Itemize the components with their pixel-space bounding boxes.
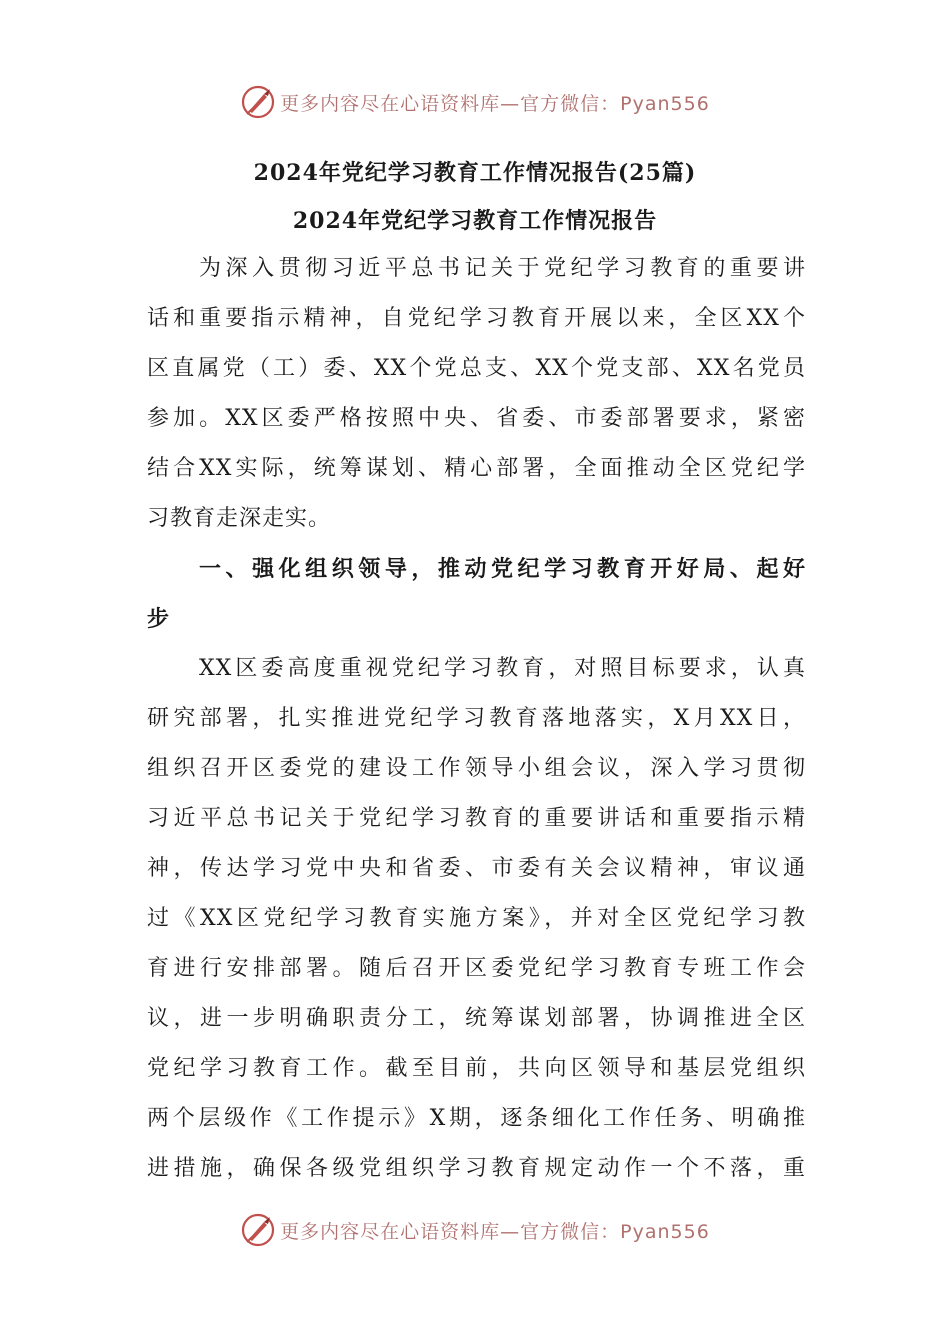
body-line: 习教育走深走实。 [147,506,332,531]
body-line: 组织召开区委党的建设工作领导小组会议，深入学习贯彻 [147,756,806,781]
body-line: 话和重要指示精神，自党纪学习教育开展以来，全区XX个 [147,306,806,331]
watermark-banner-bottom [0,1208,950,1252]
body-line: XX区委高度重视党纪学习教育，对照目标要求，认真 [199,656,806,681]
quill-logo-icon [240,84,276,120]
section-heading: 一、强化组织领导，推动党纪学习教育开好局、起好 [199,556,806,582]
body-line: 为深入贯彻习近平总书记关于党纪学习教育的重要讲 [199,256,806,281]
body-line: 党纪学习教育工作。截至目前，共向区领导和基层党组织 [147,1056,806,1081]
body-line: 结合XX实际，统筹谋划、精心部署，全面推动全区党纪学 [147,456,806,481]
body-line: 两个层级作《工作提示》X期，逐条细化工作任务、明确推 [147,1106,806,1131]
section-heading-cont: 步 [147,606,171,632]
body-line: 育进行安排部署。随后召开区委党纪学习教育专班工作会 [147,956,806,981]
document-subtitle: 2024年党纪学习教育工作情况报告 [292,208,658,234]
document-title: 2024年党纪学习教育工作情况报告(25篇) [253,160,697,186]
body-line: 过《XX区党纪学习教育实施方案》，并对全区党纪学习教 [147,906,806,931]
body-line: 参加。XX区委严格按照中央、省委、市委部署要求，紧密 [147,406,806,431]
watermark-banner-top [0,80,950,124]
body-line: 研究部署，扎实推进党纪学习教育落地落实，X月XX日， [147,706,806,731]
watermark-text: 更多内容尽在心语资料库—官方微信：Pyan556 [280,92,710,115]
body-line: 进措施，确保各级党组织学习教育规定动作一个不落，重 [147,1156,806,1181]
body-line: 神，传达学习党中央和省委、市委有关会议精神，审议通 [147,856,806,881]
quill-logo-icon [240,1212,276,1248]
watermark-text: 更多内容尽在心语资料库—官方微信：Pyan556 [280,1220,710,1243]
body-line: 区直属党（工）委、XX个党总支、XX个党支部、XX名党员 [147,356,806,381]
body-line: 议，进一步明确职责分工，统筹谋划部署，协调推进全区 [147,1006,806,1031]
body-line: 习近平总书记关于党纪学习教育的重要讲话和重要指示精 [147,806,806,831]
